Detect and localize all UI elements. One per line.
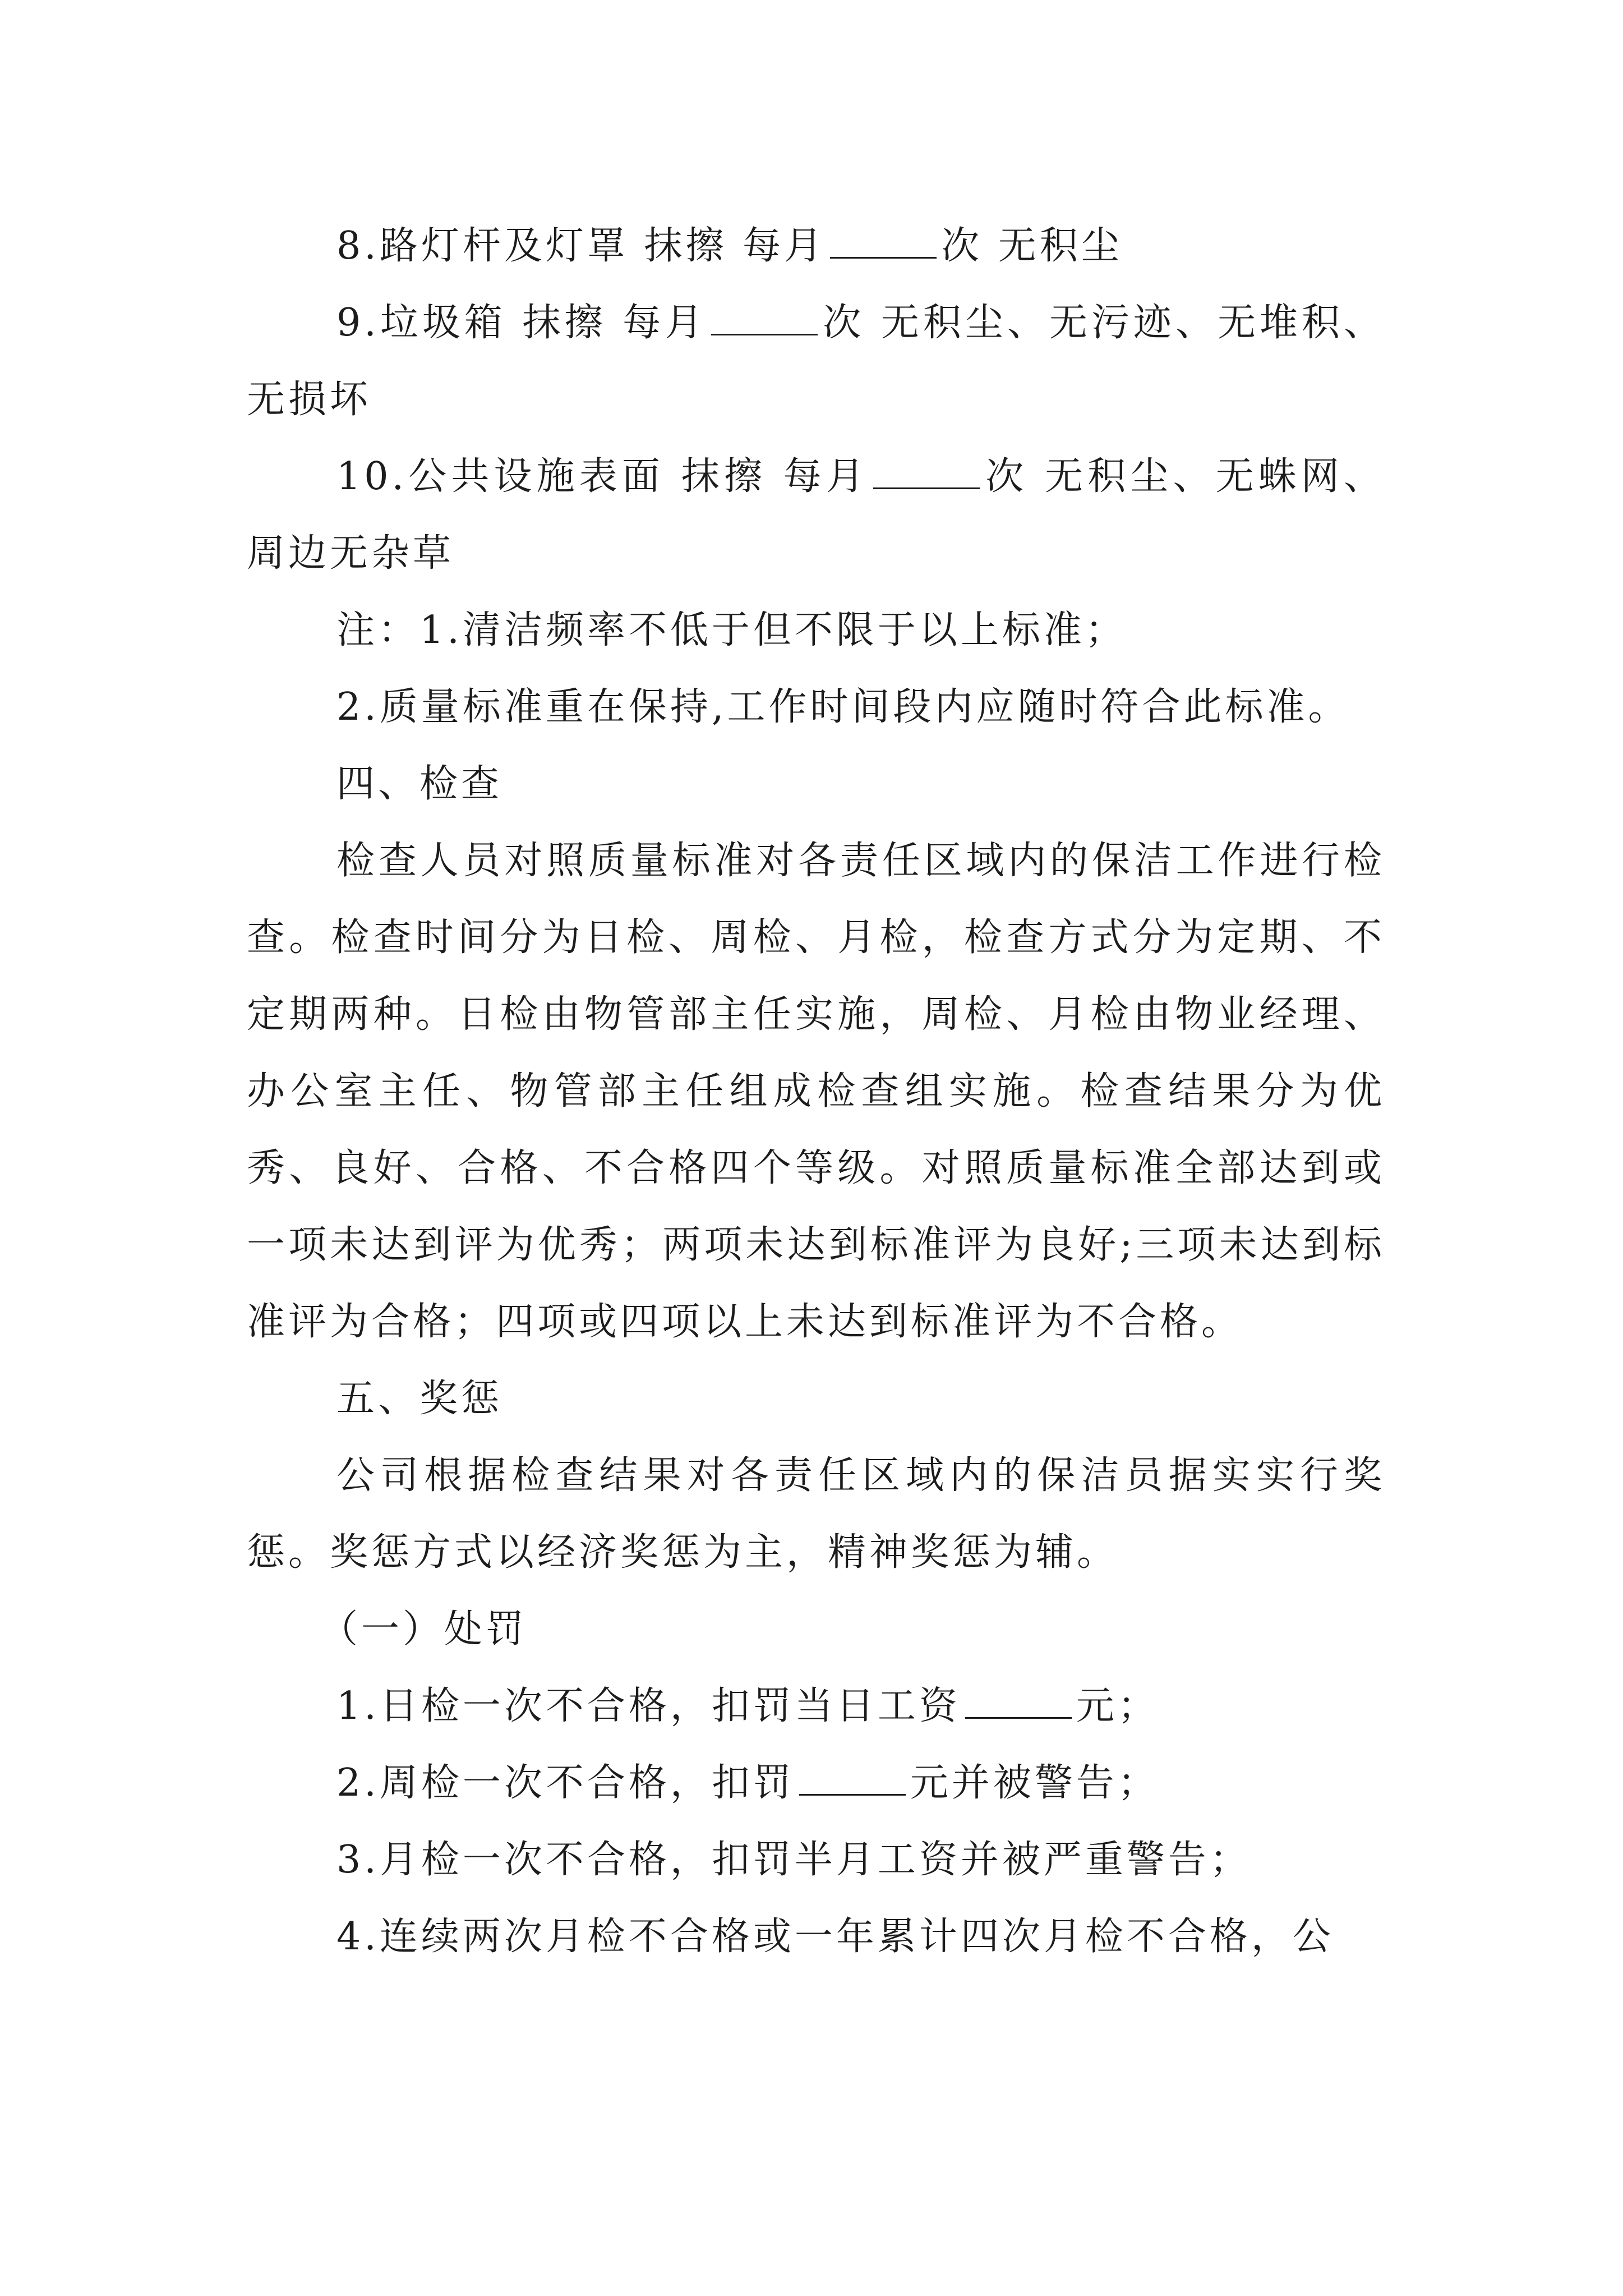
item-9-text: 9.垃圾箱 抹擦 每月 [336,301,707,345]
penalty-2 [247,1745,1385,1821]
blank-line [965,1688,1072,1719]
note-1: 注：1.清洁频率不低于但不限于以上标准； [336,608,1127,652]
item-8-text: 8.路灯杆及灯罩 抹擦 每月 [336,224,826,268]
blank-line [799,1765,906,1796]
penalty-heading: （一）处罚 [320,1607,528,1651]
item-9 [247,284,1385,438]
penalty-1-text-after: 元； [1076,1684,1159,1728]
penalty-1-text: 1.日检一次不合格，扣罚当日工资 [336,1684,961,1728]
document-body [247,208,1385,1975]
penalty-2-text-after: 元并被警告； [910,1761,1159,1805]
item-9-text-after: 次 无积尘、无污迹、无堆积、无损坏 [247,301,1385,422]
section-4-body: 检查人员对照质量标准对各责任区域内的保洁工作进行检查。检查时间分为日检、周检、月检，检查方式分为定期、不定期两种。日检由物管部主任实施，周检、月检由物业经理、办公室主任、物管部主任组成检查组实施。检查结果分为优秀、良好、合格、不合格四个等级。对照质量标准全部达到或一项未达到评为优秀；两项未达到标准评为良好;三项未达到标准评为合格；四项或四项以上未达到标准评为不合格。 [247,839,1385,1344]
penalty-2-text: 2.周检一次不合格，扣罚 [336,1761,795,1805]
penalty-1 [247,1668,1385,1745]
penalty-4: 4.连续两次月检不合格或一年累计四次月检不合格，公 [336,1915,1334,1959]
penalty-3: 3.月检一次不合格，扣罚半月工资并被严重警告； [336,1838,1251,1882]
blank-line [873,458,980,489]
section-4-heading: 四、检查 [336,762,503,806]
note-2: 2.质量标准重在保持,工作时间段内应随时符合此标准。 [336,685,1350,729]
section-5-heading: 五、奖惩 [336,1377,503,1421]
section-5-body: 公司根据检查结果对各责任区域内的保洁员据实实行奖惩。奖惩方式以经济奖惩为主，精神奖惩为辅。 [247,1453,1385,1575]
item-10-text: 10.公共设施表面 抹擦 每月 [336,454,869,499]
blank-line [830,228,937,259]
item-8 [247,208,1385,284]
item-10 [247,438,1385,592]
item-8-text-after: 次 无积尘 [941,224,1123,268]
item-10-text-after: 次 无积尘、无蛛网、周边无杂草 [247,454,1385,576]
blank-line [711,305,818,335]
